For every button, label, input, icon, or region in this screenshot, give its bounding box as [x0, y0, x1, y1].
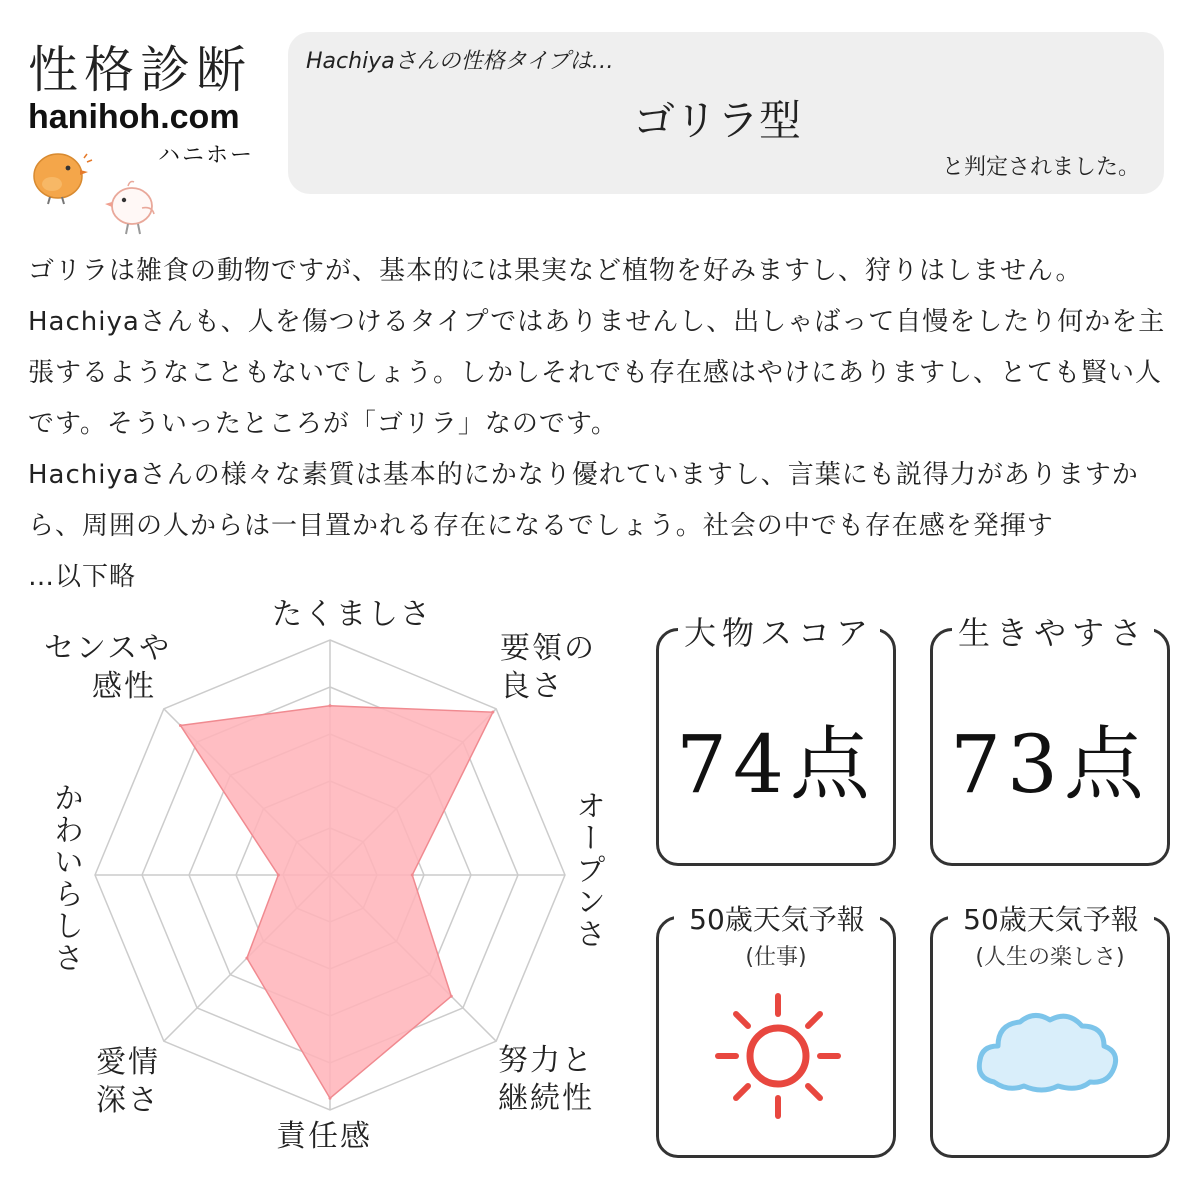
radar-point-7: [179, 724, 182, 727]
radar-label-5-line-2: 深さ: [96, 1083, 160, 1118]
card-ikiyasusa-title: 生きやすさ: [952, 608, 1154, 654]
logo-domain[interactable]: hanihoh.com: [28, 98, 240, 136]
radar-label-1: [500, 630, 596, 706]
radar-label-6: かわいらしさ: [48, 782, 83, 974]
radar-point-5: [245, 957, 248, 960]
radar-label-3-line-1: 努力と: [498, 1043, 594, 1078]
radar-label-5: [82, 1044, 160, 1120]
logo-kana: ハニホー: [158, 143, 255, 168]
result-type: ゴリラ型: [632, 96, 801, 145]
card-omono-title: 大物スコア: [678, 608, 880, 654]
radar-label-1-line-1: 要領の: [500, 631, 596, 666]
radar-label-7: [44, 630, 171, 706]
radar-label-0: たくましさ: [272, 597, 432, 632]
radar-point-2: [411, 874, 414, 877]
card-omono-value: 74点: [676, 718, 876, 811]
radar-label-7-line-2: 感性: [92, 669, 156, 704]
description-ellipsis: …以下略: [28, 562, 137, 592]
description-paragraph-1: ゴリラは雑食の動物ですが、基本的には果実など植物を好みますし、狩りはしません。Hachiyaさんも、人を傷つけるタイプではありませんし、出しゃばって自慢をしたり何かを主張するようなこともないでしょう。しかしそれでも存在感はやけにありますし、とても賢い人です。そういったところが「ゴリラ」なのです。: [28, 256, 1166, 439]
radar-series-area: [180, 706, 492, 1098]
card-weather-life-title: 50歳天気予報: [948, 898, 1154, 938]
sun-icon: [708, 986, 848, 1126]
description-paragraph-2: Hachiyaさんの様々な素質は基本的にかなり優れていますし、言葉にも説得力がありますから、周囲の人からは一目置かれる存在になるでしょう。社会の中でも存在感を発揮す: [28, 460, 1139, 541]
orange-chick-icon: [34, 154, 92, 204]
result-intro: Hachiyaさんの性格タイプは…: [306, 49, 614, 74]
logo-title: 性格診断: [28, 41, 252, 99]
card-weather-work-subtitle: (仕事): [745, 945, 807, 970]
cloud-icon: [972, 1004, 1122, 1096]
chick-mascots-icon: [24, 140, 174, 240]
radar-label-5-line-1: 愛情: [96, 1045, 160, 1080]
radar-label-3-line-2: 継続性: [498, 1081, 594, 1116]
white-chick-icon: [105, 182, 154, 235]
radar-point-1: [491, 711, 494, 714]
card-weather-life-subtitle: (人生の楽しさ): [975, 945, 1125, 970]
radar-point-3: [450, 995, 453, 998]
radar-label-2: オープンさ: [570, 790, 605, 950]
radar-label-1-line-2: 良さ: [500, 669, 564, 704]
result-outro: と判定されました。: [941, 155, 1140, 180]
radar-label-7-line-1: センスや: [44, 631, 172, 666]
radar-point-6: [277, 874, 280, 877]
radar-label-4: 責任感: [276, 1119, 372, 1154]
radar-label-3: [498, 1042, 594, 1118]
description-text: [28, 246, 1178, 603]
radar-point-0: [329, 704, 332, 707]
card-weather-work-title: 50歳天気予報: [674, 898, 880, 938]
card-ikiyasusa-value: 73点: [950, 718, 1150, 811]
radar-point-4: [329, 1097, 332, 1100]
radar-chart: [0, 590, 660, 1200]
